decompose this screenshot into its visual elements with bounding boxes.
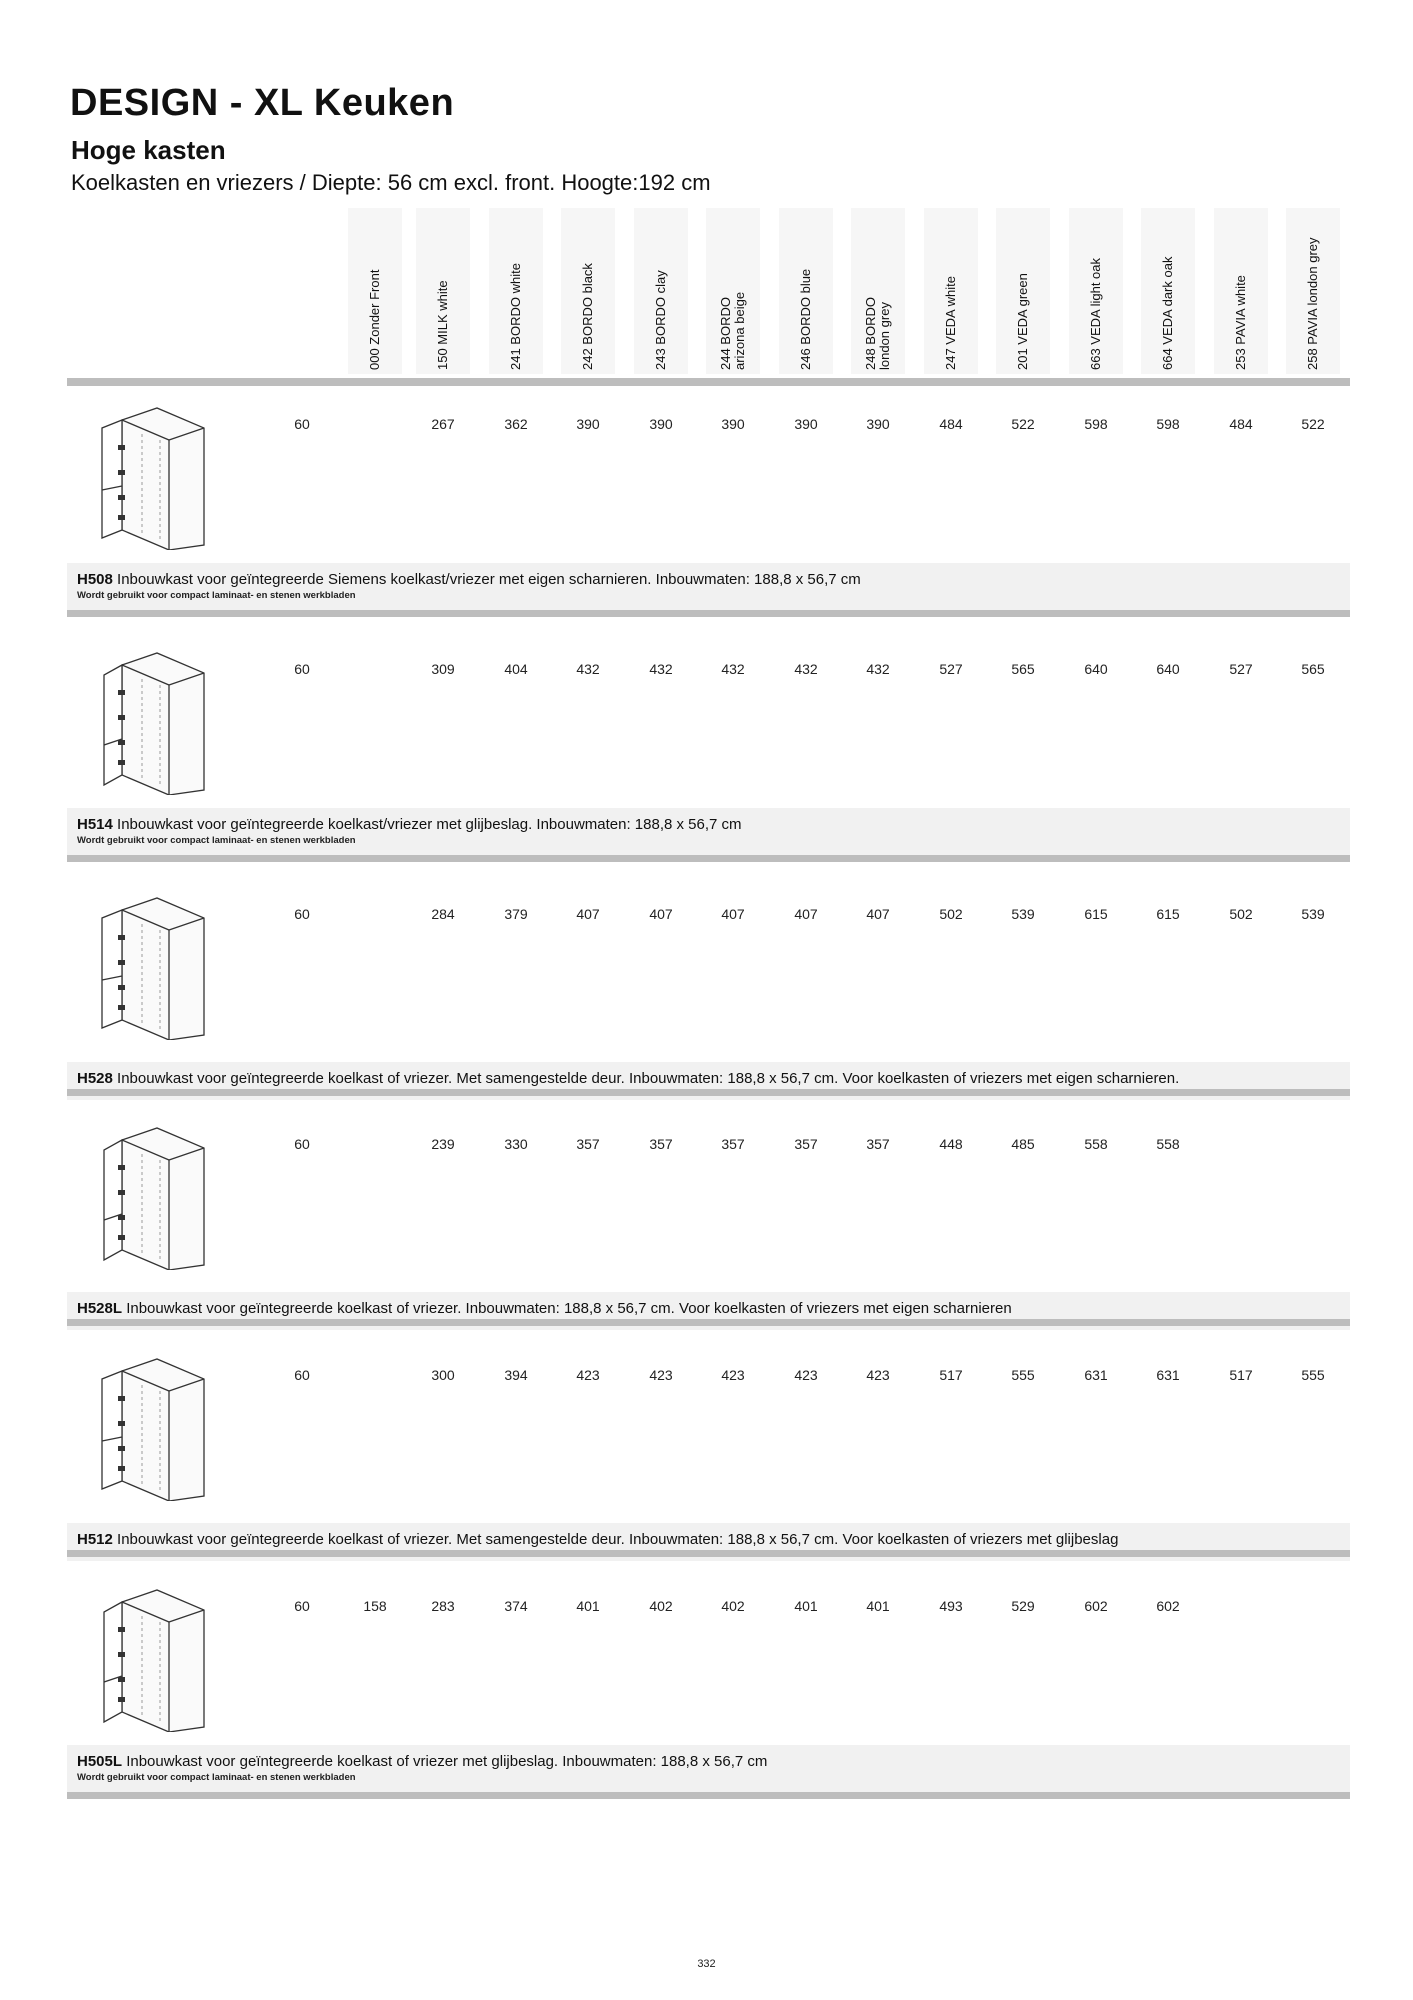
price-cell: 555 bbox=[1301, 1367, 1325, 1383]
price-cell: 527 bbox=[939, 661, 963, 677]
price-cell: 300 bbox=[431, 1367, 455, 1383]
row-divider bbox=[67, 1319, 1350, 1326]
price-cell: 401 bbox=[576, 1598, 600, 1614]
price-cell: 631 bbox=[1156, 1367, 1180, 1383]
price-cell: 407 bbox=[576, 906, 600, 922]
column-header-label bbox=[1079, 70, 1113, 370]
column-name: 247 VEDA white bbox=[943, 276, 958, 370]
price-cell: 615 bbox=[1156, 906, 1180, 922]
column-name: 258 PAVIA london grey bbox=[1305, 237, 1320, 370]
price-cell: 484 bbox=[939, 416, 963, 432]
price-cell: 522 bbox=[1301, 416, 1325, 432]
price-cell: 407 bbox=[649, 906, 673, 922]
price-cell: 283 bbox=[431, 1598, 455, 1614]
price-cell: 401 bbox=[866, 1598, 890, 1614]
price-cell: 502 bbox=[939, 906, 963, 922]
row-divider bbox=[67, 1089, 1350, 1096]
column-header-label bbox=[1224, 70, 1258, 370]
cabinet-illustration bbox=[82, 1351, 222, 1501]
row-divider bbox=[67, 855, 1350, 862]
column-name: 000 Zonder Front bbox=[367, 269, 382, 370]
price-cell: 330 bbox=[504, 1136, 528, 1152]
cabinet-illustration bbox=[82, 400, 222, 550]
price-cell: 357 bbox=[866, 1136, 890, 1152]
product-description-line bbox=[77, 1531, 1118, 1548]
product-description-line bbox=[77, 571, 861, 588]
price-cell: 357 bbox=[649, 1136, 673, 1152]
column-header-label bbox=[571, 70, 605, 370]
price-cell: 401 bbox=[794, 1598, 818, 1614]
column-header-label bbox=[499, 70, 533, 370]
price-cell: 404 bbox=[504, 661, 528, 677]
column-name: 242 BORDO black bbox=[580, 263, 595, 370]
price-cell: 493 bbox=[939, 1598, 963, 1614]
column-header-label bbox=[1296, 70, 1330, 370]
price-cell: 432 bbox=[721, 661, 745, 677]
product-description-line bbox=[77, 1753, 767, 1770]
price-cell: 484 bbox=[1229, 416, 1253, 432]
product-code: H512 bbox=[77, 1531, 113, 1548]
price-cell: 407 bbox=[866, 906, 890, 922]
page-number: 332 bbox=[697, 1958, 716, 1970]
price-cell: 602 bbox=[1084, 1598, 1108, 1614]
product-description-line bbox=[77, 1070, 1179, 1087]
cabinet-illustration bbox=[82, 1582, 222, 1732]
price-cell: 539 bbox=[1011, 906, 1035, 922]
price-cell: 631 bbox=[1084, 1367, 1108, 1383]
price-cell: 615 bbox=[1084, 906, 1108, 922]
column-name: 201 VEDA green bbox=[1015, 273, 1030, 370]
price-cell: 432 bbox=[649, 661, 673, 677]
cabinet-illustration bbox=[82, 645, 222, 795]
cabinet-width: 60 bbox=[294, 661, 310, 677]
column-header-label bbox=[934, 70, 968, 370]
price-cell: 390 bbox=[721, 416, 745, 432]
price-cell: 485 bbox=[1011, 1136, 1035, 1152]
price-cell: 558 bbox=[1084, 1136, 1108, 1152]
price-cell: 390 bbox=[866, 416, 890, 432]
price-cell: 423 bbox=[721, 1367, 745, 1383]
price-cell: 239 bbox=[431, 1136, 455, 1152]
column-header-label bbox=[644, 70, 678, 370]
price-cell: 423 bbox=[649, 1367, 673, 1383]
column-header-label bbox=[1006, 70, 1040, 370]
product-description: Inbouwkast voor geïntegreerde koelkast of vriezer met glijbeslag. Inbouwmaten: 188,8 x 56,7 cm bbox=[126, 1753, 768, 1770]
price-cell: 539 bbox=[1301, 906, 1325, 922]
price-cell: 522 bbox=[1011, 416, 1035, 432]
price-cell: 602 bbox=[1156, 1598, 1180, 1614]
price-cell: 394 bbox=[504, 1367, 528, 1383]
page-subtitle: Hoge kasten bbox=[71, 135, 226, 165]
product-note: Wordt gebruikt voor compact laminaat- en stenen werkbladen bbox=[77, 835, 356, 846]
price-cell: 158 bbox=[363, 1598, 387, 1614]
column-name: 248 BORDO bbox=[863, 297, 878, 370]
column-name: 663 VEDA light oak bbox=[1088, 257, 1103, 370]
price-cell: 432 bbox=[576, 661, 600, 677]
price-cell: 565 bbox=[1301, 661, 1325, 677]
column-name: 150 MILK white bbox=[435, 280, 450, 370]
price-cell: 390 bbox=[576, 416, 600, 432]
price-cell: 309 bbox=[431, 661, 455, 677]
price-cell: 402 bbox=[649, 1598, 673, 1614]
row-divider bbox=[67, 1550, 1350, 1557]
price-cell: 555 bbox=[1011, 1367, 1035, 1383]
product-description: Inbouwkast voor geïntegreerde koelkast of vriezer. Inbouwmaten: 188,8 x 56,7 cm. Voor koelkasten of vriezers met eigen scharnieren bbox=[126, 1300, 1012, 1317]
price-cell: 565 bbox=[1011, 661, 1035, 677]
price-cell: 517 bbox=[1229, 1367, 1253, 1383]
price-cell: 598 bbox=[1156, 416, 1180, 432]
price-cell: 267 bbox=[431, 416, 455, 432]
price-cell: 379 bbox=[504, 906, 528, 922]
price-cell: 390 bbox=[649, 416, 673, 432]
column-name: 244 BORDO bbox=[718, 297, 733, 370]
page-description: Koelkasten en vriezers / Diepte: 56 cm excl. front. Hoogte:192 cm bbox=[71, 170, 711, 195]
column-name: 246 BORDO blue bbox=[798, 268, 813, 370]
column-header-label bbox=[358, 70, 392, 370]
price-cell: 284 bbox=[431, 906, 455, 922]
price-cell: 432 bbox=[866, 661, 890, 677]
column-header-label bbox=[789, 70, 823, 370]
product-note: Wordt gebruikt voor compact laminaat- en stenen werkbladen bbox=[77, 590, 356, 601]
price-cell: 357 bbox=[794, 1136, 818, 1152]
product-code: H508 bbox=[77, 571, 113, 588]
price-cell: 640 bbox=[1084, 661, 1108, 677]
cabinet-width: 60 bbox=[294, 416, 310, 432]
product-description: Inbouwkast voor geïntegreerde Siemens koelkast/vriezer met eigen scharnieren. Inbouwmaten: 188,8 x 56,7 cm bbox=[117, 571, 861, 588]
price-cell: 407 bbox=[794, 906, 818, 922]
column-name: 243 BORDO clay bbox=[653, 270, 668, 370]
column-header-label bbox=[716, 70, 750, 370]
price-cell: 390 bbox=[794, 416, 818, 432]
product-description: Inbouwkast voor geïntegreerde koelkast/vriezer met glijbeslag. Inbouwmaten: 188,8 x 56,7 cm bbox=[117, 816, 742, 833]
product-code: H505L bbox=[77, 1753, 123, 1770]
price-cell: 517 bbox=[939, 1367, 963, 1383]
price-cell: 357 bbox=[721, 1136, 745, 1152]
header-divider bbox=[67, 378, 1350, 386]
column-header-label bbox=[1151, 70, 1185, 370]
price-cell: 374 bbox=[504, 1598, 528, 1614]
price-cell: 423 bbox=[866, 1367, 890, 1383]
price-cell: 640 bbox=[1156, 661, 1180, 677]
price-cell: 362 bbox=[504, 416, 528, 432]
cabinet-width: 60 bbox=[294, 1367, 310, 1383]
column-name-line2: arizona beige bbox=[732, 291, 747, 370]
product-description: Inbouwkast voor geïntegreerde koelkast of vriezer. Met samengestelde deur. Inbouwmaten: 188,8 x 56,7 cm. Voor koelkasten of vriezers met glijbeslag bbox=[117, 1531, 1119, 1548]
price-cell: 448 bbox=[939, 1136, 963, 1152]
product-description-line bbox=[77, 1300, 1012, 1317]
column-name: 664 VEDA dark oak bbox=[1160, 256, 1175, 370]
price-cell: 527 bbox=[1229, 661, 1253, 677]
cabinet-illustration bbox=[82, 1120, 222, 1270]
price-cell: 598 bbox=[1084, 416, 1108, 432]
column-name: 253 PAVIA white bbox=[1233, 275, 1248, 370]
product-description: Inbouwkast voor geïntegreerde koelkast of vriezer. Met samengestelde deur. Inbouwmaten: 188,8 x 56,7 cm. Voor koelkasten of vriezers met eigen scharnieren. bbox=[117, 1070, 1180, 1087]
cabinet-width: 60 bbox=[294, 906, 310, 922]
product-note: Wordt gebruikt voor compact laminaat- en stenen werkbladen bbox=[77, 1772, 356, 1783]
column-name: 241 BORDO white bbox=[508, 263, 523, 370]
cabinet-illustration bbox=[82, 890, 222, 1040]
price-cell: 423 bbox=[576, 1367, 600, 1383]
price-cell: 558 bbox=[1156, 1136, 1180, 1152]
product-code: H514 bbox=[77, 816, 113, 833]
price-cell: 402 bbox=[721, 1598, 745, 1614]
column-name-line2: london grey bbox=[877, 302, 892, 370]
price-cell: 502 bbox=[1229, 906, 1253, 922]
product-code: H528 bbox=[77, 1070, 113, 1087]
price-cell: 529 bbox=[1011, 1598, 1035, 1614]
cabinet-width: 60 bbox=[294, 1136, 310, 1152]
price-cell: 423 bbox=[794, 1367, 818, 1383]
column-header-label bbox=[426, 70, 460, 370]
column-header-label bbox=[861, 70, 895, 370]
product-code: H528L bbox=[77, 1300, 123, 1317]
row-divider bbox=[67, 1792, 1350, 1799]
row-divider bbox=[67, 610, 1350, 617]
product-description-line bbox=[77, 816, 742, 833]
price-cell: 407 bbox=[721, 906, 745, 922]
page-title: DESIGN - XL Keuken bbox=[70, 82, 455, 124]
price-cell: 432 bbox=[794, 661, 818, 677]
cabinet-width: 60 bbox=[294, 1598, 310, 1614]
price-cell: 357 bbox=[576, 1136, 600, 1152]
